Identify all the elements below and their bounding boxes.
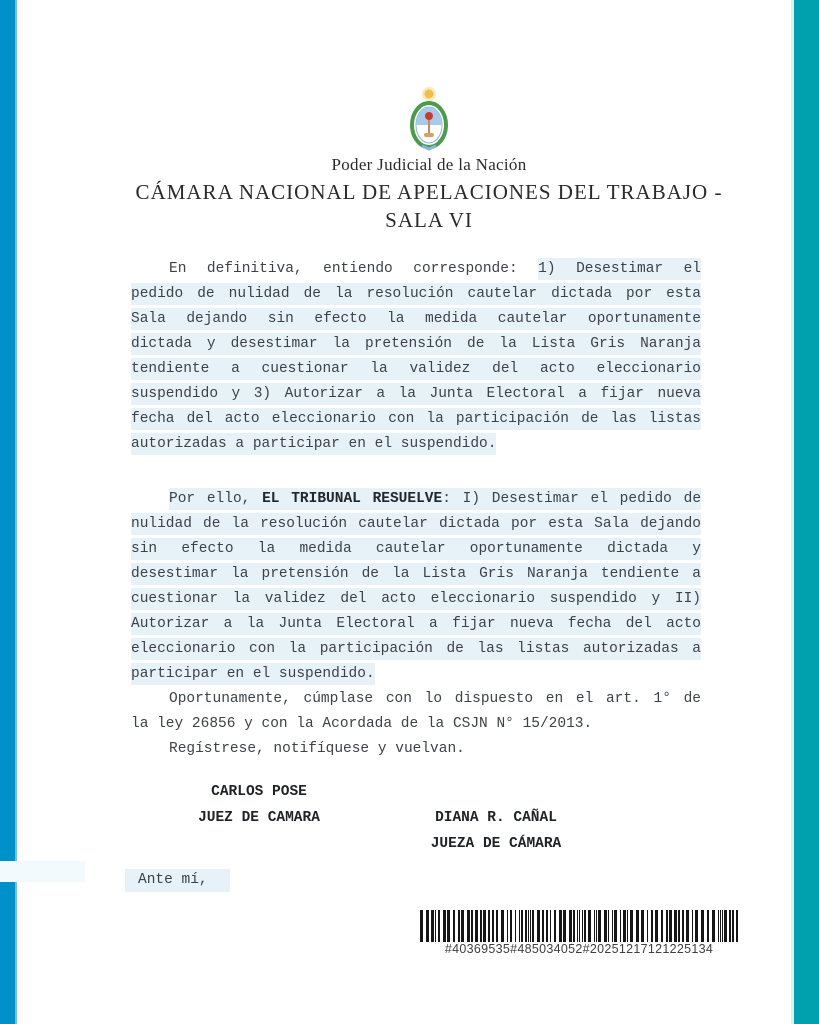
judge-title: JUEZ DE CAMARA xyxy=(198,810,320,826)
barcode-bar xyxy=(707,910,709,942)
barcode-bars xyxy=(420,910,738,942)
barcode-bar xyxy=(594,910,595,942)
left-edge-highlight-box xyxy=(0,861,85,882)
highlighted-text: autorizadas a participar en el suspendido. xyxy=(131,433,496,455)
paragraph xyxy=(131,487,701,687)
barcode-bar xyxy=(582,910,583,942)
barcode-bar xyxy=(608,910,609,942)
barcode-bar xyxy=(501,910,504,942)
barcode-bar xyxy=(458,910,460,942)
highlighted-text: nulidad de la resolución cautelar dictada por esta Sala dejando xyxy=(131,513,701,535)
barcode-bar xyxy=(496,910,498,942)
highlighted-text: cuestionar la validez del acto eleccionario suspendido y II) xyxy=(131,588,701,610)
barcode-bar xyxy=(573,910,575,942)
barcode-bar xyxy=(554,910,556,942)
paragraph xyxy=(131,257,701,457)
barcode-bar xyxy=(686,910,689,942)
barcode-bar xyxy=(720,910,721,942)
barcode-bar xyxy=(569,910,572,942)
barcode-bar xyxy=(692,910,693,942)
judge-name: DIANA R. CAÑAL xyxy=(435,810,557,826)
barcode-bar xyxy=(655,910,658,942)
barcode-bar xyxy=(519,910,520,942)
highlighted-text: Sala dejando sin efecto la medida cautelar oportunamente xyxy=(131,308,701,330)
barcode-bar xyxy=(674,910,677,942)
highlighted-text: dictada y desestimar la pretensión de la Lista Gris Naranja xyxy=(131,333,701,355)
barcode-bar xyxy=(641,910,644,942)
highlighted-text: suspendido y 3) Autorizar a la Junta Electoral a fijar nueva xyxy=(131,383,701,405)
barcode-bar xyxy=(532,910,534,942)
barcode-bar xyxy=(453,910,455,942)
org-name: Poder Judicial de la Nación xyxy=(331,155,527,174)
text-line xyxy=(131,537,701,562)
judge-title: JUEZA DE CÁMARA xyxy=(430,836,562,852)
text-line xyxy=(131,357,701,382)
highlighted-text: desestimar la pretensión de la Lista Gris Naranja tendiente a xyxy=(131,563,701,585)
barcode-bar xyxy=(729,910,731,942)
barcode-bar xyxy=(732,910,734,942)
highlighted-text: : I) Desestimar el pedido de xyxy=(442,488,701,510)
barcode-bar xyxy=(620,910,621,942)
signature-block-right xyxy=(416,805,576,857)
document-header xyxy=(69,86,789,234)
barcode-bar xyxy=(604,910,607,942)
plain-text: En definitiva, entiendo corresponde: xyxy=(169,261,539,277)
highlighted-text: fecha del acto eleccionario con la participación de las listas xyxy=(131,408,701,430)
barcode-bar xyxy=(528,910,529,942)
barcode-bar xyxy=(651,910,653,942)
barcode-bar xyxy=(563,910,566,942)
document-body xyxy=(131,257,701,762)
text-line xyxy=(131,487,701,512)
barcode-bar xyxy=(636,910,639,942)
barcode-bar xyxy=(546,910,548,942)
judge-name: CARLOS POSE xyxy=(211,784,307,800)
barcode-bar xyxy=(550,910,551,942)
barcode-bar xyxy=(623,910,626,942)
text-line xyxy=(131,382,701,407)
barcode-bar xyxy=(492,910,494,942)
barcode-bar xyxy=(718,910,719,942)
barcode-bar xyxy=(612,910,613,942)
barcode-bar xyxy=(598,910,601,942)
barcode-bar xyxy=(480,910,482,942)
page-title-line1: CÁMARA NACIONAL DE APELACIONES DEL TRABAJO - xyxy=(135,180,723,204)
barcode-caption: #40369535#485034052#20251217121225134 xyxy=(444,942,714,956)
text-line xyxy=(131,612,701,637)
highlighted-text: EL TRIBUNAL RESUELVE xyxy=(262,488,442,510)
plain-text: Regístrese, notifíquese y vuelvan. xyxy=(169,741,465,757)
paragraph xyxy=(131,737,701,762)
barcode-bar xyxy=(447,910,450,942)
barcode-bar xyxy=(701,910,704,942)
right-edge-strip xyxy=(791,0,819,1024)
barcode-bar xyxy=(435,910,436,942)
barcode-bar xyxy=(438,910,440,942)
barcode-bar xyxy=(695,910,698,942)
barcode-bar xyxy=(596,910,597,942)
page-title-line2: SALA VI xyxy=(385,208,473,232)
plain-text: Oportunamente, cúmplase con lo dispuesto en el art. 1° de xyxy=(169,691,701,707)
barcode-bar xyxy=(542,910,544,942)
barcode-bar xyxy=(666,910,668,942)
barcode-bar xyxy=(647,910,648,942)
barcode-bar xyxy=(507,910,508,942)
phrygian-cap-icon xyxy=(425,112,433,120)
text-line xyxy=(131,257,701,282)
highlighted-text: 1) Desestimar el xyxy=(538,258,701,280)
barcode-bar xyxy=(471,910,473,942)
barcode-bar xyxy=(579,910,580,942)
text-line xyxy=(131,712,701,737)
barcode-bar xyxy=(712,910,715,942)
text-line xyxy=(131,737,701,762)
barcode-bar xyxy=(431,910,434,942)
argentina-coat-of-arms-logo xyxy=(402,86,456,152)
barcode-bar xyxy=(722,910,723,942)
highlighted-text: Autorizar a la Junta Electoral a fijar nueva fecha del acto xyxy=(131,613,701,635)
text-line xyxy=(131,407,701,432)
clasped-hands-icon xyxy=(424,133,434,137)
barcode-bar xyxy=(530,910,531,942)
highlighted-text: pedido de nulidad de la resolución cautelar dictada por esta xyxy=(131,283,701,305)
barcode-bar xyxy=(678,910,680,942)
barcode-bar xyxy=(627,910,628,942)
barcode-bar xyxy=(521,910,523,942)
sun-icon xyxy=(425,90,434,99)
text-line xyxy=(131,512,701,537)
barcode-bar xyxy=(614,910,617,942)
barcode-bar xyxy=(588,910,591,942)
barcode-bar xyxy=(483,910,486,942)
text-line xyxy=(131,562,701,587)
barcode-bar xyxy=(488,910,490,942)
barcode-bar xyxy=(736,910,738,942)
barcode-bar xyxy=(443,910,446,942)
text-line xyxy=(131,332,701,357)
text-line xyxy=(131,282,701,307)
text-line xyxy=(131,687,701,712)
barcode-bar xyxy=(630,910,633,942)
barcode-bar xyxy=(584,910,586,942)
signature-block-left xyxy=(186,779,332,831)
text-line xyxy=(131,662,701,687)
barcode-bar xyxy=(525,910,527,942)
barcode-bar xyxy=(467,910,470,942)
text-line xyxy=(131,432,701,457)
barcode-bar xyxy=(724,910,727,942)
highlighted-text: participar en el suspendido. xyxy=(131,663,375,685)
barcode-bar xyxy=(682,910,684,942)
paragraph xyxy=(131,687,701,737)
plain-text: la ley 26856 y con la Acordada de la CSJN N° 15/2013. xyxy=(131,716,593,732)
barcode-bar xyxy=(426,910,429,942)
highlighted-text: sin efecto la medida cautelar oportunamente dictada y xyxy=(131,538,701,560)
barcode-bar xyxy=(510,910,512,942)
barcode-bar xyxy=(661,910,663,942)
highlighted-text: eleccionario con la participación de las listas autorizadas a xyxy=(131,638,701,660)
barcode-bar xyxy=(515,910,516,942)
text-line xyxy=(131,307,701,332)
text-line xyxy=(131,587,701,612)
text-line xyxy=(131,637,701,662)
barcode-bar xyxy=(475,910,478,942)
barcode-bar xyxy=(420,910,423,942)
highlighted-text: Por ello, xyxy=(169,488,262,510)
barcode-bar xyxy=(559,910,562,942)
barcode-bar xyxy=(669,910,672,942)
barcode xyxy=(420,910,738,957)
ante-mi-note: Ante mí, xyxy=(125,869,230,892)
highlighted-text: tendiente a cuestionar la validez del acto eleccionario xyxy=(131,358,701,380)
barcode-bar xyxy=(537,910,540,942)
barcode-bar xyxy=(577,910,578,942)
barcode-bar xyxy=(461,910,464,942)
